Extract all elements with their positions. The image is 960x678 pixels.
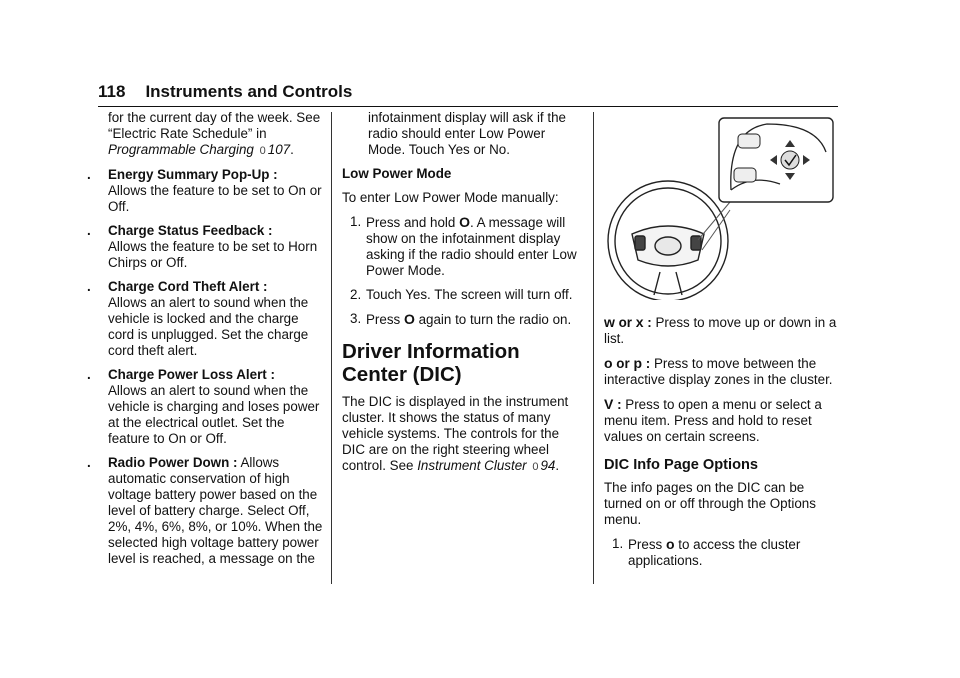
cross-reference-link[interactable]: Programmable Charging [108,142,254,157]
numbered-step [342,311,580,328]
bullet-description: Allows an alert to sound when the vehicle is locked and the charge cord is unplugged. Set the charge cord theft alert. [108,295,309,358]
bullet-description: Allows an alert to sound when the vehicle is charging and loses power at the electrical outlet. Set the feature to On or Off. [108,383,320,446]
colon: : [645,356,651,371]
section-heading [342,340,580,386]
page-ref-icon: 0 [532,461,539,473]
dic-control-item [604,355,840,388]
bullet-description: Allows the feature to be set to Horn Chirps or Off. [108,239,318,270]
steering-wheel-controls-illustration [602,110,838,300]
step-number: 3. [350,311,362,326]
list-item: . Radio Power Down : Allows automatic conservation of high voltage battery power based on the level of battery charge. Select Off, 2%, 4%, 6%, 8%, or 10%. When the selected high voltage battery power level is reached, a message on the [87,455,323,566]
colon: : [617,397,622,412]
dic-control-item [604,314,840,347]
bullet-term: Charge Cord Theft Alert : [108,279,268,294]
column-1 [87,110,326,575]
bullet-term: Radio Power Down : [108,455,238,470]
paragraph-text: The DIC is displayed in the instrument cluster. It shows the status of many vehicle systems. The controls for the DIC are on the right steering wheel control. See [342,394,569,473]
heading-line: Center (DIC) [342,363,462,386]
step-text: to access the cluster applications. [628,537,801,568]
step-number: 1. [350,214,362,229]
bullet-term: Charge Power Loss Alert : [108,367,275,382]
step-text: Touch Yes. The screen will turn off. [366,287,573,302]
subheading-low-power-mode: Low Power Mode [342,166,452,181]
page-header [98,82,352,102]
bullet-term: Energy Summary Pop-Up : [108,167,278,182]
control-description: Press to move up or down in a list. [604,315,837,346]
bullet-description: Allows the feature to be set to On or Off. [108,183,322,214]
continued-paragraph: for the current day of the week. See “Electric Rate Schedule” in Programmable Charging 0 107. [108,110,321,157]
step-number: 2. [350,287,362,302]
paragraph-text: for the current day of the week. See “Electric Rate Schedule” in [108,110,321,141]
bullet-term: Charge Status Feedback : [108,223,273,238]
list-item: . Energy Summary Pop-Up : Allows the feature to be set to On or Off. [87,167,322,214]
heading-line: Driver Information [342,340,520,363]
list-item: . Charge Power Loss Alert : Allows an alert to sound when the vehicle is charging and loses power at the electrical outlet. Set the feature to On or Off. [87,367,320,446]
step-number: 1. [612,536,624,551]
or-label: or [618,315,633,330]
callout-lines-icon [698,202,730,250]
column-divider-2 [593,112,594,584]
column-divider-1 [331,112,332,584]
list-item: . Charge Cord Theft Alert : Allows an alert to sound when the vehicle is locked and the charge cord is unplugged. Set the charge cord theft alert. [87,279,309,358]
section-title: Instruments and Controls [145,82,353,101]
cross-reference-link[interactable]: Instrument Cluster [417,458,527,473]
numbered-step [342,214,580,279]
dic-paragraph [342,394,580,475]
dic-control-item [604,396,840,445]
page-number: 118 [98,82,126,101]
control-description: Press to open a menu or select a menu item. Press and hold to reset values on certain screens. [604,397,822,444]
colon: : [647,315,652,330]
step-text: Press and hold [366,215,456,230]
cross-reference-page[interactable]: 107 [267,142,291,157]
control-description: Press to move between the interactive display zones in the cluster. [604,356,833,387]
power-icon: O [459,214,470,230]
step-text: again to turn the radio on. [418,312,572,327]
numbered-step [604,536,840,569]
control-pad-detail-icon [719,118,833,202]
step-text: Press [366,312,401,327]
steering-wheel-icon [608,181,728,300]
left-arrow-icon: o [604,355,613,371]
up-arrow-icon: w [604,314,615,330]
intro-text: To enter Low Power Mode manually: [342,190,559,205]
right-arrow-icon: p [633,355,642,371]
punctuation: . [555,458,560,473]
down-arrow-icon: x [635,314,644,330]
info-pages-paragraph: The info pages on the DIC can be turned on or off through the Options menu. [604,480,816,527]
subsection-heading: DIC Info Page Options [604,457,759,473]
cross-reference-page[interactable]: 94 [540,458,556,473]
header-rule [98,106,838,107]
step-text: . A message will show on the infotainment display asking if the radio should enter Low Power Mode. [366,215,577,278]
numbered-step [342,287,580,303]
column-2 [342,110,580,483]
page-ref-icon: 0 [259,145,266,157]
or-label: or [616,356,630,371]
left-arrow-icon: o [665,536,675,552]
list-item: . Charge Status Feedback : Allows the feature to be set to Horn Chirps or Off. [87,223,318,270]
bullet-description: Allows automatic conservation of high voltage battery power based on the level of battery charge. Select Off, 2%, 4%, 6%, 8%, or 10%. When the selected high voltage battery power level is reached, a message on the [108,455,323,566]
continued-step-text: infotainment display will ask if the radio should enter Low Power Mode. Touch Yes or No. [368,110,566,157]
select-checkmark-icon: V [604,396,614,412]
step-text: Press [628,537,663,552]
power-icon: O [403,311,415,327]
column-3 [604,110,840,577]
